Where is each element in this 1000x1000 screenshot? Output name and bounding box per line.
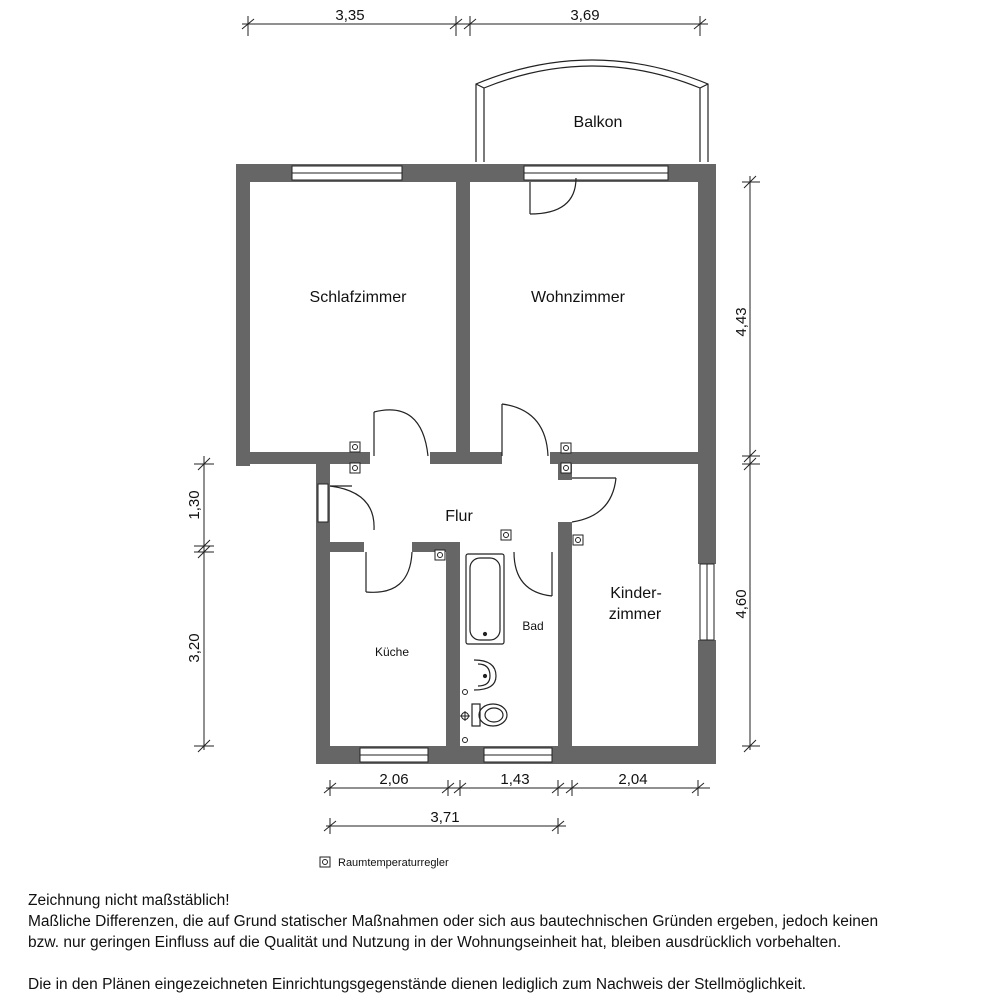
toilet	[472, 704, 507, 726]
room-kinderzimmer-line2: zimmer	[608, 606, 662, 623]
dim-top-right: 3,69	[570, 7, 600, 24]
dim-bottom-3: 2,04	[618, 771, 648, 788]
room-kinderzimmer-line1: Kinder-	[610, 585, 662, 602]
note-not-to-scale: Zeichnung nicht maßstäblich!	[28, 892, 230, 909]
thermostat-icon	[320, 857, 330, 867]
wall-fittings	[460, 690, 470, 743]
balcony	[476, 60, 708, 162]
dim-top-left: 3,35	[335, 7, 365, 24]
dim-left-lower: 3,20	[186, 633, 203, 663]
room-bad: Bad	[522, 619, 544, 633]
disclaimer-notes	[28, 890, 978, 995]
dim-right-upper: 4,43	[733, 307, 750, 337]
room-flur: Flur	[445, 508, 473, 525]
dim-bottom-total: 3,71	[430, 809, 460, 826]
washbasin	[474, 660, 496, 690]
room-kueche: Küche	[374, 645, 410, 659]
note-spacer	[28, 953, 978, 974]
dimension-lines	[194, 16, 760, 834]
room-balkon: Balkon	[573, 114, 623, 131]
legend-label: Raumtemperaturregler	[338, 857, 449, 869]
note-differences-2: bzw. nur geringen Einfluss auf die Qualität und Nutzung in der Wohnungseinheit hat, bleiben ausdrücklich vorbehalten.	[28, 934, 842, 951]
dim-bottom-1: 2,06	[379, 771, 409, 788]
dim-bottom-2: 1,43	[500, 771, 530, 788]
room-wohnzimmer: Wohnzimmer	[531, 289, 625, 306]
note-differences-1: Maßliche Differenzen, die auf Grund statischer Maßnahmen oder sich aus bautechnischen Gründen ergeben, jedoch keinen	[28, 913, 879, 930]
dim-left-upper: 1,30	[186, 490, 203, 520]
note-furniture: Die in den Plänen eingezeichneten Einrichtungsgegenstände dienen lediglich zum Nachweis der Stellmöglichkeit.	[28, 976, 807, 993]
doors	[330, 178, 616, 596]
walls	[236, 164, 716, 764]
bathtub	[466, 554, 504, 644]
room-schlafzimmer: Schlafzimmer	[309, 289, 407, 306]
legend	[320, 857, 449, 869]
dim-right-lower: 4,60	[733, 589, 750, 619]
